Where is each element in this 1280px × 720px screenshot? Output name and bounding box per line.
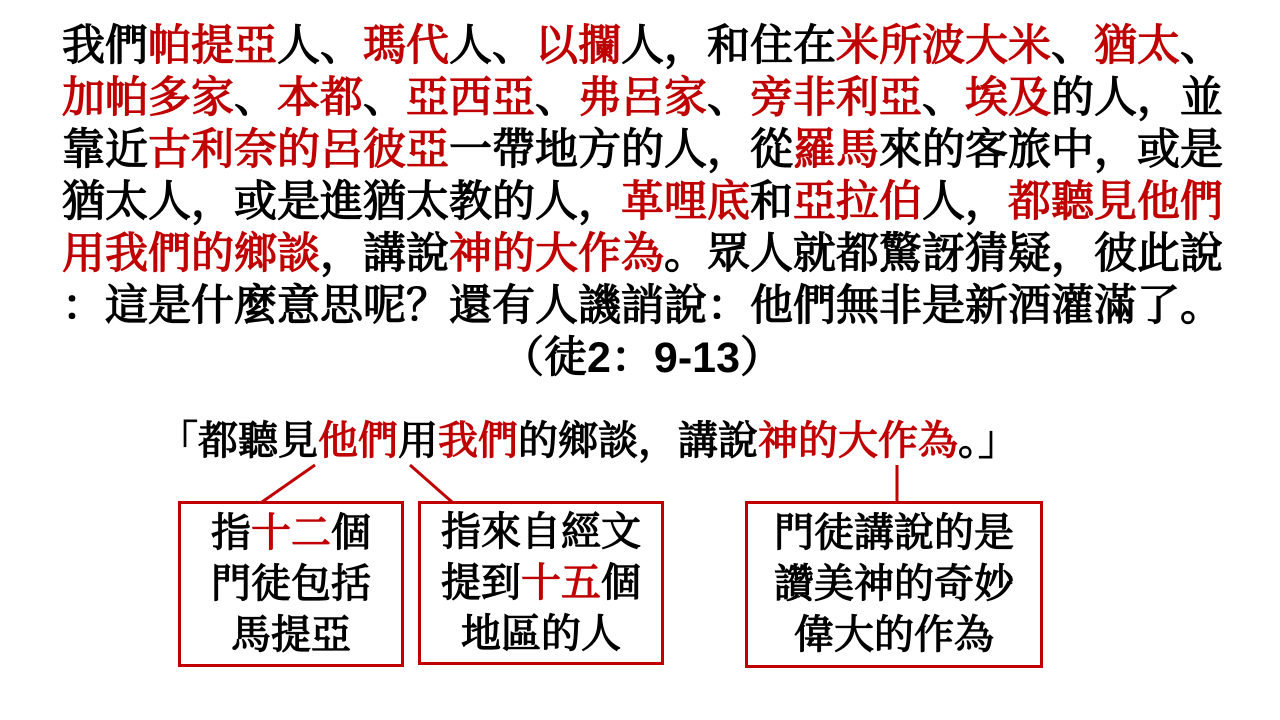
text-run: 、 <box>1180 22 1223 70</box>
text-run: 神的大作為 <box>449 230 664 278</box>
text-run: 人、 <box>449 22 535 70</box>
callout-line <box>181 610 401 661</box>
text-run: 的鄉談，講說 <box>518 419 758 463</box>
text-run: 猶太人，或是進猶太教的人， <box>62 178 621 226</box>
text-run: 羅馬 <box>793 126 879 174</box>
text-run: 用我們的鄉談 <box>62 230 320 278</box>
text-run: 人，和住在 <box>621 22 836 70</box>
text-run: 我們 <box>62 22 148 70</box>
callout-box-gods-works <box>745 501 1043 668</box>
text-run: 帕提亞 <box>148 22 277 70</box>
text-run: 亞拉伯 <box>793 178 922 226</box>
text-run: 都聽見他們 <box>1008 178 1223 226</box>
text-run: 讚美神的奇妙 <box>774 562 1014 606</box>
text-run: 「都聽見 <box>158 419 318 463</box>
text-run: 提到 <box>441 560 521 605</box>
scripture-line-4 <box>62 176 1232 228</box>
text-run: 神的大作為 <box>758 419 958 463</box>
text-run: 馬提亞 <box>231 612 351 657</box>
text-run: 亞西亞 <box>406 74 535 122</box>
text-run: 、 <box>234 74 277 122</box>
scripture-line-3 <box>62 124 1232 176</box>
callout-line <box>181 508 401 559</box>
text-run: 指 <box>211 510 251 555</box>
text-run: 人， <box>922 178 1008 226</box>
text-run: 靠近 <box>62 126 148 174</box>
text-run: ，講說 <box>320 230 449 278</box>
callout-line <box>421 507 661 558</box>
callout-line <box>421 609 661 660</box>
callout-line <box>181 559 401 610</box>
text-run: 來的客旅中，或是 <box>879 126 1223 174</box>
connector-to-twelve-disciples <box>262 465 315 502</box>
scripture-line-2 <box>62 72 1232 124</box>
text-run: 、 <box>922 74 965 122</box>
text-run: 瑪代 <box>363 22 449 70</box>
text-run: 一帶地方的人，從 <box>449 126 793 174</box>
text-run: 、 <box>707 74 750 122</box>
text-run: 個 <box>601 560 641 605</box>
text-run: 門徒包括 <box>211 561 371 606</box>
text-run: 個 <box>331 510 371 555</box>
text-run: 加帕多家 <box>62 74 234 122</box>
text-run: 偉大的作為 <box>794 613 994 657</box>
text-run: 的人，並 <box>1051 74 1223 122</box>
text-run: 。」 <box>958 419 1018 463</box>
text-run: 用 <box>398 419 438 463</box>
text-run: 本都 <box>277 74 363 122</box>
text-run: 他們 <box>318 419 398 463</box>
callout-box-twelve-disciples <box>178 501 404 667</box>
text-run: 、 <box>363 74 406 122</box>
text-run: 、 <box>535 74 578 122</box>
callout-line <box>748 610 1040 661</box>
text-run: 。眾人就都驚訝猜疑，彼此說 <box>664 230 1223 278</box>
text-run: 、 <box>1051 22 1094 70</box>
text-run: 米所波大米 <box>836 22 1051 70</box>
verse-reference: （徒2：9-13） <box>501 334 783 382</box>
text-run: 革哩底 <box>621 178 750 226</box>
text-run: ：這是什麼意思呢？還有人譏誚說：他們無非是新酒灌滿了。 <box>62 282 1223 330</box>
text-run: 地區的人 <box>461 611 621 656</box>
callout-line <box>421 558 661 609</box>
text-run: 十五 <box>521 560 601 605</box>
scripture-line-6 <box>62 280 1232 332</box>
scripture-line-1 <box>62 20 1232 72</box>
callout-line <box>748 559 1040 610</box>
scripture-line-5 <box>62 228 1232 280</box>
text-run: 旁非利亞 <box>750 74 922 122</box>
text-run: 古利奈的呂彼亞 <box>148 126 449 174</box>
text-run: 埃及 <box>965 74 1051 122</box>
text-run: 十二 <box>251 510 331 555</box>
key-quote <box>158 416 1018 466</box>
text-run: 猶太 <box>1094 22 1180 70</box>
callout-box-fifteen-regions <box>418 501 664 665</box>
connector-to-fifteen-regions <box>410 465 452 502</box>
text-run: 以攔 <box>535 22 621 70</box>
text-run: 和 <box>750 178 793 226</box>
scripture-paragraph <box>62 20 1232 384</box>
text-run: 門徒講說的是 <box>774 511 1014 555</box>
callout-line <box>748 508 1040 559</box>
text-run: 弗呂家 <box>578 74 707 122</box>
text-run: 我們 <box>438 419 518 463</box>
text-run: 人、 <box>277 22 363 70</box>
text-run: 指來自經文 <box>441 509 641 554</box>
